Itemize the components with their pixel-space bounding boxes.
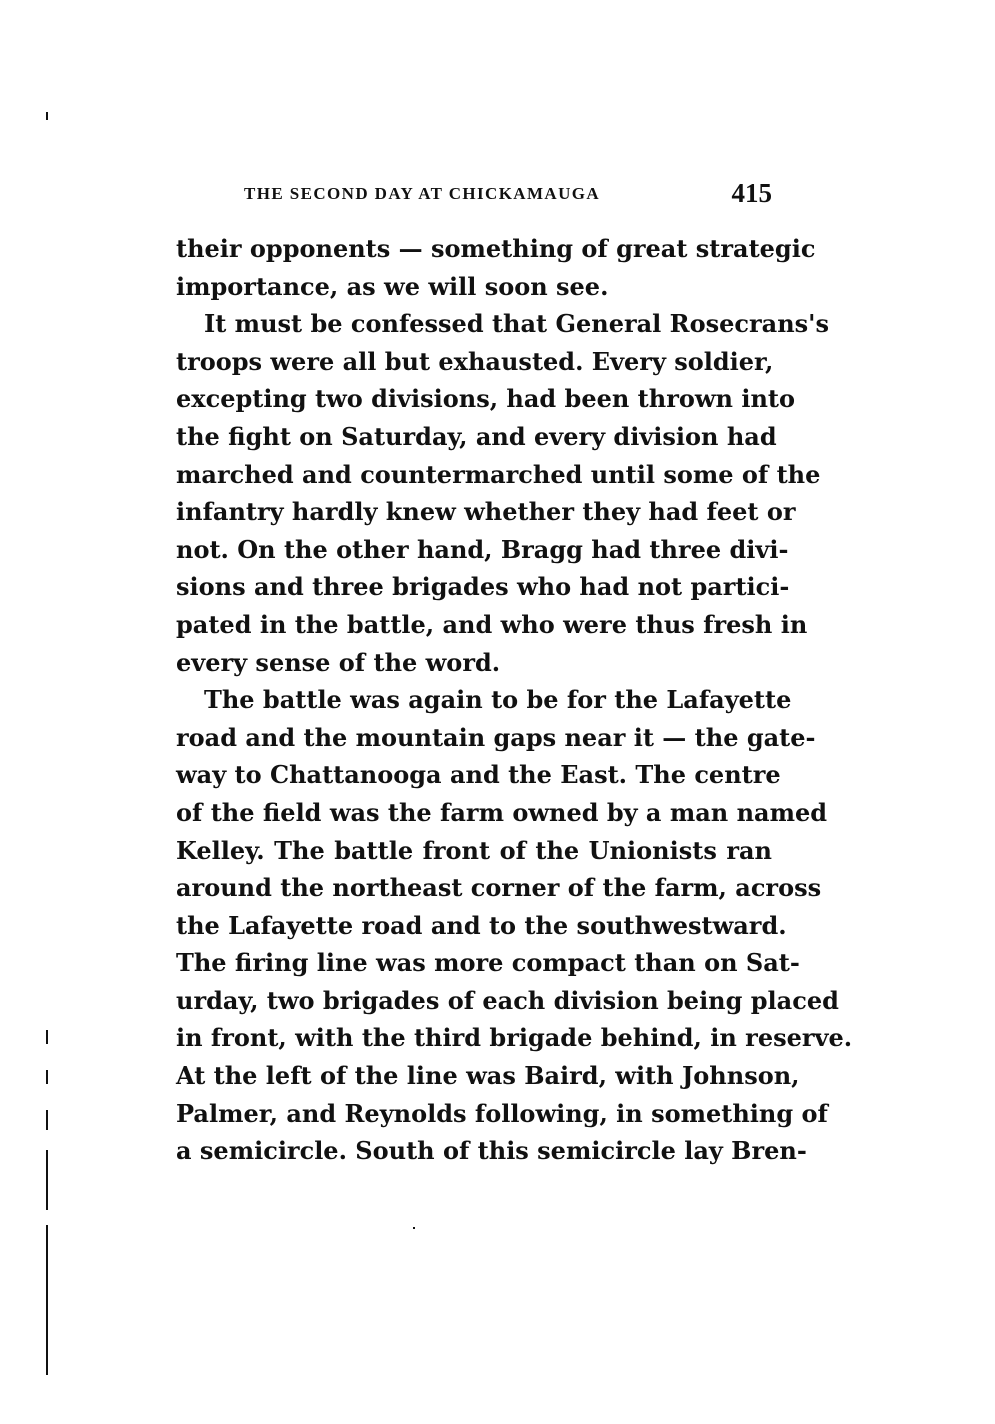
text-line: importance, as we will soon see. — [176, 271, 609, 301]
paragraph-3 — [176, 681, 853, 1170]
text-line: the fight on Saturday, and every division had — [176, 421, 777, 451]
paragraph-2 — [176, 305, 830, 681]
scan-margin-mark — [46, 1225, 48, 1375]
text-line: The battle was again to be for the Lafayette — [204, 685, 792, 715]
paragraph-1 — [176, 230, 816, 305]
text-line: Palmer, and Reynolds following, in something of — [176, 1098, 828, 1128]
scan-margin-mark — [46, 1030, 48, 1044]
scan-margin-mark — [46, 1150, 48, 1210]
running-head — [244, 178, 772, 208]
scan-margin-mark — [46, 112, 48, 120]
text-line: their opponents — something of great strategic — [176, 234, 816, 263]
text-line: of the field was the farm owned by a man named — [176, 797, 828, 827]
text-line: It must be confessed that General Rosecrans's — [204, 309, 830, 339]
text-line: sions and three brigades who had not partici- — [176, 572, 790, 602]
text-line: pated in the battle, and who were thus fresh in — [176, 609, 808, 639]
text-line: marched and countermarched until some of the — [176, 459, 821, 489]
text-line: every sense of the word. — [176, 647, 501, 677]
body-text — [176, 230, 853, 1170]
page-number: 415 — [731, 178, 772, 208]
text-line: troops were all but exhausted. Every soldier, — [176, 346, 774, 376]
scan-margin-mark — [46, 1070, 48, 1084]
running-title: THE SECOND DAY AT CHICKAMAUGA — [244, 184, 601, 203]
scan-margin-mark — [46, 1110, 48, 1130]
text-line: The firing line was more compact than on Sat- — [176, 948, 800, 978]
text-line: road and the mountain gaps near it — the gate- — [176, 722, 816, 752]
scan-speck — [413, 1227, 415, 1229]
text-line: in front, with the third brigade behind, in reserve. — [176, 1023, 853, 1053]
text-line: not. On the other hand, Bragg had three divi- — [176, 534, 789, 564]
text-line: urday, two brigades of each division being placed — [176, 985, 839, 1015]
text-line: around the northeast corner of the farm, across — [176, 873, 822, 903]
text-line: infantry hardly knew whether they had feet or — [176, 497, 796, 527]
text-line: a semicircle. South of this semicircle lay Bren- — [176, 1136, 807, 1166]
text-line: Kelley. The battle front of the Unionists ran — [176, 835, 772, 865]
text-line: way to Chattanooga and the East. The centre — [176, 760, 781, 790]
text-line: excepting two divisions, had been thrown into — [176, 384, 795, 414]
text-line: the Lafayette road and to the southwestward. — [176, 910, 787, 940]
text-line: At the left of the line was Baird, with Johnson, — [176, 1061, 800, 1091]
